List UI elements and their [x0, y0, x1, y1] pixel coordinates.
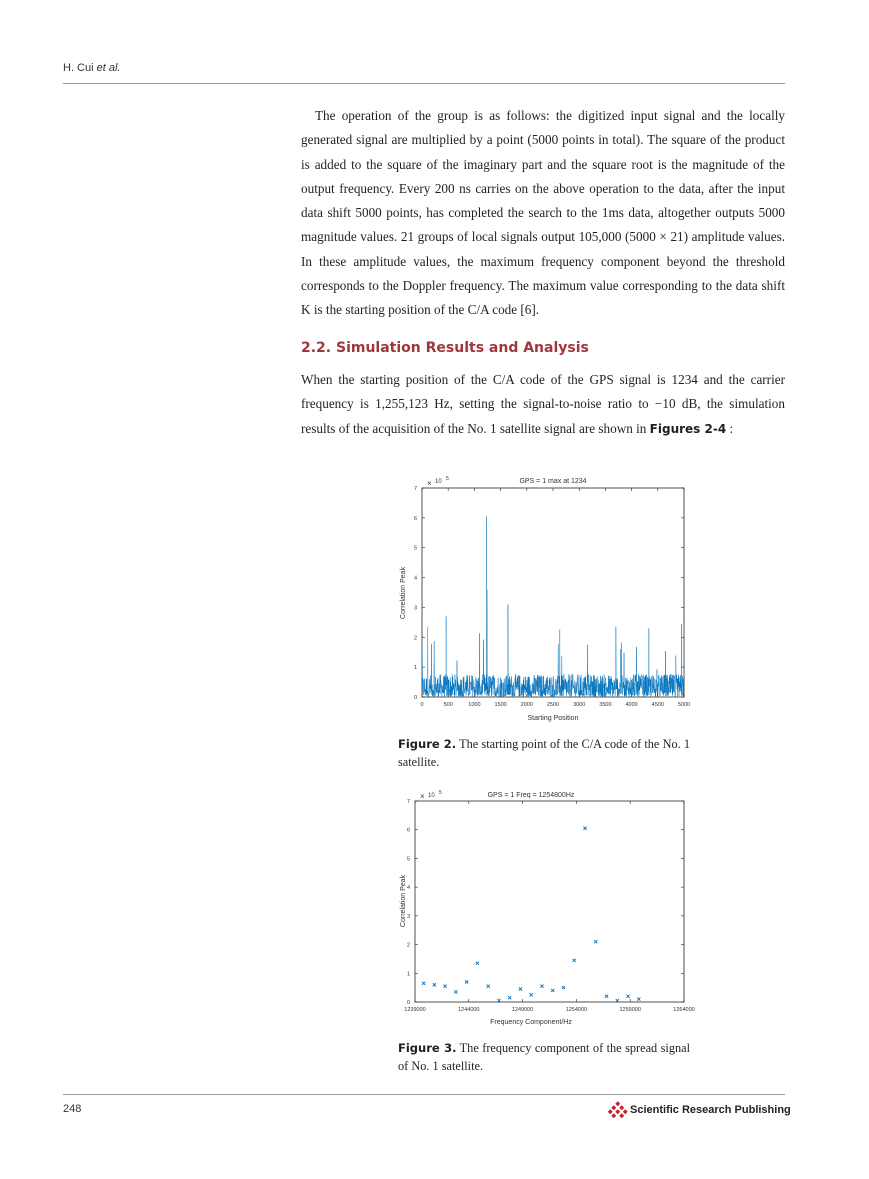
- publisher-diamond-icon: [608, 1101, 628, 1121]
- figures-reference-link[interactable]: Figures 2-4: [649, 421, 727, 436]
- y-multiplier-base: 10: [428, 793, 435, 799]
- page-number: 248: [63, 1103, 82, 1115]
- figure-3-caption: [398, 1039, 690, 1075]
- paragraph-1-text: The operation of the group is as follows: the digitized input signal and the locally generated signal are multiplied by a point (5000 points in total). The square of the product is added to the square of the imaginary part and the square root is the magnitude of the output frequency. Every 200 ns carries on the above operation to the data, after the input data shift 5000 points, has completed the search to the 1ms data, altogether outputs 5000 magnitude values. 21 groups of local signals output 105,000 (5000 × 21) amplitude values. In these amplitude values, the maximum frequency component beyond the threshold corresponds to the Doppler frequency. The maximum value corresponding to the data shift K is the starting position of the C/A code [6].: [301, 108, 785, 318]
- plot-frame: [422, 488, 684, 697]
- body-paragraph-1: [301, 104, 785, 323]
- x-tick-label: 1249000: [511, 1007, 534, 1013]
- x-tick-label: 1264000: [673, 1007, 695, 1013]
- y-tick-label: 1: [413, 665, 417, 672]
- figure-3-label: Figure 3.: [398, 1041, 457, 1055]
- x-tick-label: 0: [420, 702, 424, 708]
- x-tick-label: 1244000: [458, 1007, 480, 1013]
- plot-frame: [415, 801, 684, 1002]
- y-axis-label: Correlation Peak: [400, 566, 407, 620]
- y-multiplier-symbol: ×: [420, 792, 425, 801]
- figure-2-caption: [398, 735, 690, 771]
- x-tick-label: 1259000: [619, 1007, 641, 1013]
- x-tick-label: 2500: [546, 702, 560, 708]
- y-tick-label: 5: [406, 856, 410, 863]
- y-tick-label: 6: [406, 827, 410, 834]
- y-tick-label: 0: [413, 695, 417, 701]
- x-tick-label: 3500: [599, 702, 612, 708]
- x-tick-label: 1500: [494, 702, 507, 708]
- section-heading: 2.2. Simulation Results and Analysis: [301, 340, 589, 356]
- y-tick-label: 1: [406, 971, 410, 978]
- paragraph-2-end: :: [726, 420, 734, 436]
- publisher-logo[interactable]: [608, 1101, 791, 1123]
- header-author: H. Cui: [63, 62, 97, 74]
- y-tick-label: 2: [406, 942, 410, 949]
- x-tick-label: 2000: [520, 702, 533, 708]
- footer-rule: [63, 1094, 785, 1095]
- paragraph-2-text: When the starting position of the C/A code of the GPS signal is 1234 and the carrier frequency is 1,255,123 Hz, setting the signal-to-noise ratio to −10 dB, the simulation results of the acquisition of the No. 1 satellite signal are shown in: [301, 372, 785, 436]
- x-tick-label: 1239000: [404, 1007, 426, 1013]
- running-header: [63, 62, 120, 74]
- y-multiplier-base: 10: [435, 479, 442, 485]
- header-etal: et al.: [96, 62, 121, 74]
- chart-title: GPS = 1 Freq = 1254800Hz: [487, 792, 575, 799]
- x-axis-label: Frequency Component/Hz: [490, 1019, 572, 1026]
- x-tick-label: 500: [443, 702, 453, 708]
- header-rule: [63, 83, 785, 84]
- x-tick-label: 1254000: [565, 1007, 588, 1013]
- y-tick-label: 0: [406, 1000, 410, 1006]
- figure-3-chart: [390, 786, 700, 1030]
- figure-2-label: Figure 2.: [398, 737, 457, 751]
- y-tick-label: 2: [413, 635, 417, 642]
- y-tick-label: 4: [406, 885, 410, 892]
- body-paragraph-2: [301, 368, 785, 441]
- chart-title: GPS = 1 max at 1234: [519, 478, 587, 485]
- x-tick-label: 5000: [677, 702, 691, 708]
- x-tick-label: 3000: [573, 702, 586, 708]
- publisher-name: Scientific Research Publishing: [630, 1104, 791, 1116]
- x-axis-label: Starting Position: [527, 715, 579, 722]
- figure-3-caption-text: The frequency component of the spread signal of No. 1 satellite.: [398, 1041, 690, 1073]
- x-tick-label: 4500: [651, 702, 664, 708]
- y-axis-label: Correlation Peak: [400, 874, 407, 928]
- x-tick-label: 1000: [468, 702, 481, 708]
- y-tick-label: 6: [413, 515, 417, 522]
- x-tick-label: 4000: [625, 702, 638, 708]
- y-tick-label: 4: [413, 575, 417, 582]
- y-tick-label: 7: [406, 799, 410, 805]
- y-tick-label: 3: [406, 913, 410, 920]
- y-multiplier-symbol: ×: [427, 479, 432, 488]
- figure-2-chart: [390, 472, 700, 727]
- y-tick-label: 5: [413, 545, 417, 552]
- y-tick-label: 3: [413, 605, 417, 612]
- y-multiplier-power: 5: [439, 790, 442, 796]
- y-multiplier-power: 5: [446, 476, 449, 482]
- figure-2-caption-text: The starting point of the C/A code of the No. 1 satellite.: [398, 737, 690, 769]
- y-tick-label: 7: [413, 486, 417, 492]
